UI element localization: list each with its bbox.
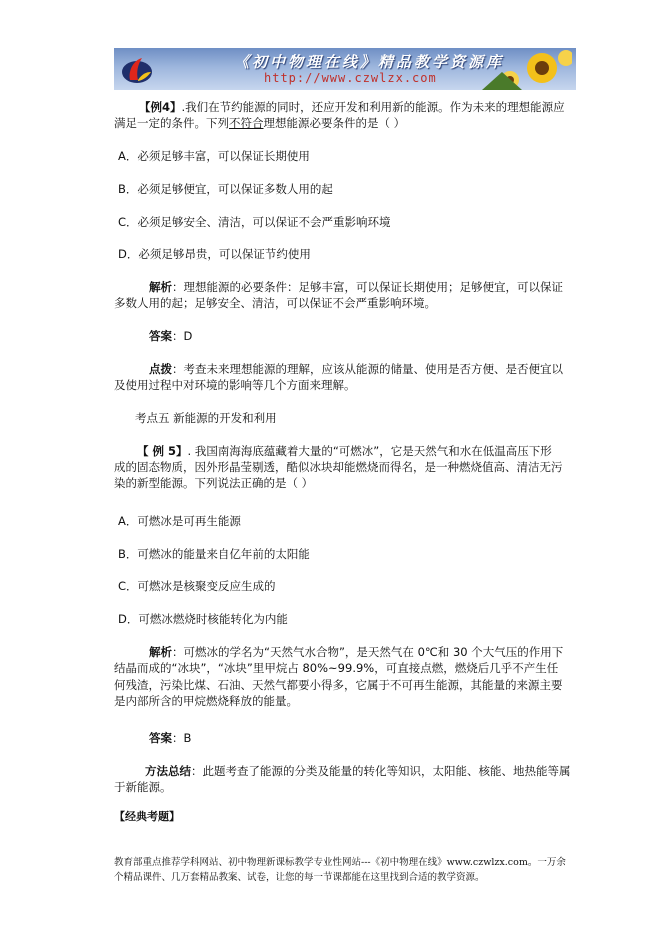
q4-option-b: B．必须足够便宜，可以保证多数人用的起 [118,182,333,196]
q5-analysis-line-2: 结晶而成的“冰块”，“冰块”里甲烷占 80%~99.9%，可直接点燃，燃烧后几乎不产生任 [114,661,559,675]
q5-analysis-line-1: 解析：可燃冰的学名为“天然气水合物”，是天然气在 0℃和 30 个大气压的作用下 [149,645,564,659]
footer-line-1: 教育部重点推荐学科网站、初中物理新课标教学专业性网站---《初中物理在线》www.czwlzx.com。一万余 [114,857,566,868]
footer-line-2: 个精品课件、几万套精品教案、试卷，让您的每一节课都能在这里找到合适的教学资源。 [114,872,485,883]
q5-summary-line-1: 方法总结：此题考查了能源的分类及能量的转化等知识，太阳能、核能、地热能等属 [145,764,571,778]
footer-note [114,855,566,885]
q5-option-d: D．可燃冰燃烧时核能转化为内能 [118,612,288,626]
q5-analysis-label: 解析 [149,645,172,659]
q5-option-a: A．可燃冰是可再生能源 [118,514,241,528]
q4-line-2: 满足一定的条件。下列不符合理想能源必要条件的是（ ） [114,116,406,130]
classic-heading: 【经典考题】 [114,810,180,823]
banner-title: 《初中物理在线》精品教学资源库 [234,53,505,71]
q4-tip-line-1: 点拨：考查未来理想能源的理解，应该从能源的储量、使用是否方便、是否便宜以 [149,362,563,376]
q5-analysis-line-4: 是内部所含的甲烷燃烧释放的能量。 [114,694,298,708]
q4-answer: 答案：D [149,329,193,343]
q5-answer-label: 答案 [149,731,172,745]
q4-tip-label: 点拨 [149,362,172,376]
q5-summary-label: 方法总结 [145,764,191,778]
q4-emphasis: 不符合 [229,116,264,130]
q4-line-1: 【例4】.我们在节约能源的同时，还应开发和利用新的能源。作为未来的理想能源应 [139,100,565,114]
q5-line-2: 成的固态物质，因外形晶莹剔透，酷似冰块却能燃烧而得名，是一种燃烧值高、清洁无污 [114,460,563,474]
q4-answer-label: 答案 [149,329,172,343]
q5-answer: 答案：B [149,731,192,745]
q5-line-3: 染的新型能源。下列说法正确的是（ ） [114,476,314,490]
q4-option-d: D．必须足够昂贵，可以保证节约使用 [118,247,311,261]
q5-summary-line-2: 于新能源。 [114,780,172,794]
q5-option-b: B．可燃冰的能量来自亿年前的太阳能 [118,547,310,561]
q4-label: 【例4】 [139,100,182,114]
q5-label: 【 例 5】 [137,444,188,458]
q4-tip-line-2: 及使用过程中对环境的影响等几个方面来理解。 [114,378,356,392]
q4-option-a: A．必须足够丰富，可以保证长期使用 [118,149,310,163]
header-banner [114,48,576,90]
banner-url[interactable]: http://www.czwlzx.com [264,71,437,85]
site-logo-icon [120,54,154,86]
q4-analysis-label: 解析 [149,280,172,294]
section-heading: 考点五 新能源的开发和利用 [135,411,277,425]
q5-line-1: 【 例 5】. 我国南海海底蕴藏着大量的“可燃冰”，它是天然气和水在低温高压下形 [137,444,552,458]
q5-option-c: C．可燃冰是核聚变反应生成的 [118,579,276,593]
q4-option-c: C．必须足够安全、清洁，可以保证不会严重影响环境 [118,215,391,229]
sunflower-icon [482,50,572,90]
q4-analysis-line-2: 多数人用的起；足够安全、清洁，可以保证不会严重影响环境。 [114,296,436,310]
q4-analysis-line-1: 解析：理想能源的必要条件：足够丰富，可以保证长期使用；足够便宜，可以保证 [149,280,563,294]
q5-analysis-line-3: 何残渣，污染比煤、石油、天然气都要小得多，它属于不可再生能源，其能量的来源主要 [114,678,563,692]
